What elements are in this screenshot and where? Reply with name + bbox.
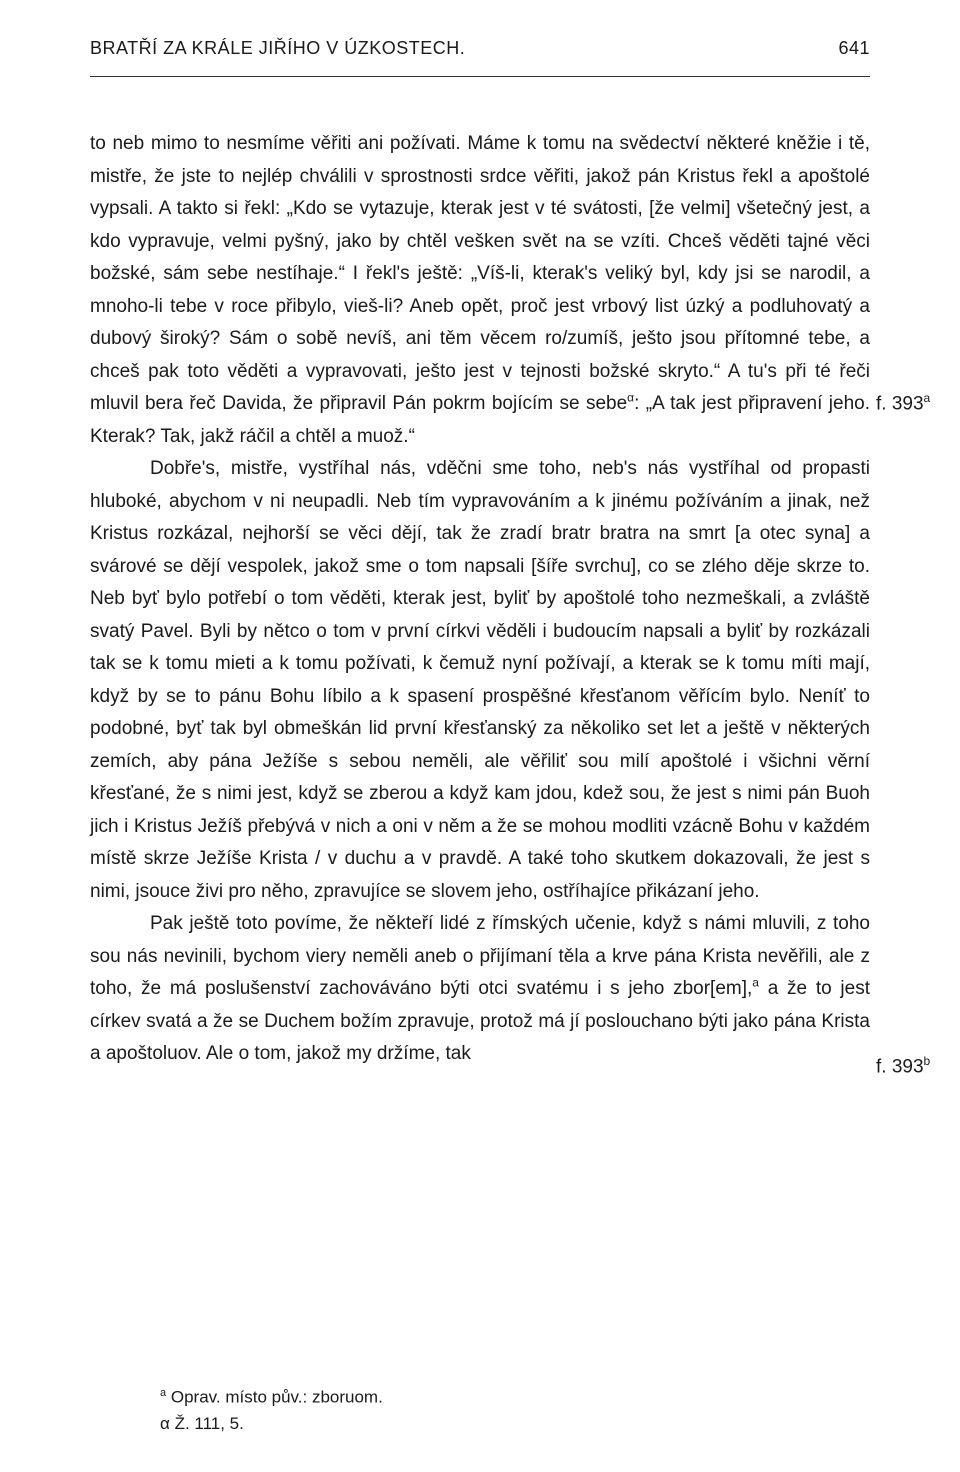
- main-text: [90, 128, 870, 1071]
- header-rule: [90, 76, 870, 77]
- footnote-ref-a: a: [752, 975, 759, 990]
- footnote-text: Oprav. místo pův.: zboruom.: [170, 1387, 383, 1407]
- paragraph-1-tail: : „A tak jest připravení jeho. Kterak? Tak, jakž ráčil a chtěl a muož.“: [90, 393, 870, 447]
- footnotes: [160, 1380, 383, 1437]
- paragraph-1-text: to neb mimo to nesmíme věřiti ani požívati. Máme k tomu na svědectví některé kněžie i tě, mistře, že jste to nejlép chválili v sprostnosti srdce věřiti, jakož pán Kristus řekl a apoštolé vypsali. A takto si řekl: „Kdo se vytazuje, kterak jest v té svátosti, [že velmi] všetečný jest, a kdo vypravuje, velmi pyšný, jako by chtěl vešken svět na se vzíti. Chceš věděti tajné věci božské, sám sebe nestíhaje.“ I řekl's ještě: „Víš-li, kterak's veliký byl, kdy jsi se narodil, a mnoho-li tebe v roce přibylo, vieš-li? Aneb opět, proč jest vrbový list úzký a podluhovatý a dubový široký? Sám o sobě nevíš, ani těm věcem ro/zumíš, ješto jsou přítomné tebe, a chceš pak toto věděti a vypravovati, ješto jest v tejnosti božské skryto.“ A tu's při té řeči mluvil bera řeč Davida, že připravil Pán pokrm bojícím se sebe: [90, 133, 870, 414]
- footnote-ref-alpha: α: [627, 390, 635, 405]
- margin-folio-side: a: [923, 391, 931, 405]
- margin-folio-text: f. 393: [876, 1056, 924, 1078]
- paragraph-3-tail: a že to jest církev svatá a že se Duchem božím zpravuje, protož má jí poslouchano býti jako pána Krista a apoštoluov. Ale o tom, jakož my držíme, tak: [90, 978, 870, 1064]
- footnote-text: Ž. 111, 5.: [174, 1413, 244, 1433]
- paragraph-3-text: Pak ještě toto povíme, že někteří lidé z římských učenie, když s námi mluvili, z toho sou nás nevinili, bychom viery neměli aneb o přijímaní těla a krve pána Krista nevěřili, ale z toho, že má poslušenství zachováváno býti otci svatému i s jeho zbor[em],: [90, 913, 870, 999]
- paragraph-2-text: Dobře's, mistře, vystříhal nás, vděčni sme toho, neb's nás vystříhal od propasti hluboké, abychom v ni neupadli. Neb tím vypravováním a k jinému požíváním a jinak, než Kristus rozkázal, nejhorší se věci dějí, tak že zradí bratr bratra na smrt [a otec syna] a svárové se dějí vespolek, jakož sme o tom napsali [šíře svrchu], co se zlého děje skrze to. Neb byť bylo potřebí o tom věděti, kterak jest, byliť by apoštolé toho nezmeškali, a zvláště svatý Pavel. Byli by nětco o tom v první církvi věděli i budoucím napsali a byliť by rozkázali tak se k tomu mieti a k tomu požívati, k čemuž nyní požívají, a kterak se k tomu míti mají, když by se to pánu Bohu líbilo a k spasení prospěšné křesťanom věřícím bylo. Neníť to podobné, byť tak byl obmeškán lid první křesťanský za několiko set let a ještě v některých zemích, aby pána Ježíše s sebou neměli, ale věřiliť sou milí apoštolé i všichni věrní křesťané, že s nimi jest, když se zberou a když kam jdou, kdež sou, že jest s nimi pán Buoh jich i Kristus Ježíš přebývá v nich a oni v něm a že se mohou modliti vzácně Bohu v každém místě skrze Ježíše Krista / v duchu a v pravdě. A také toho skutkem dokazovali, že jest s nimi, jsouce živi pro něho, zpravujíce se slovem jeho, ostříhajíce přikázaní jeho.: [90, 458, 870, 902]
- running-header: [90, 38, 870, 59]
- margin-folio-side: b: [923, 1054, 931, 1068]
- paragraph-3: [90, 908, 870, 1071]
- footnote-alpha: [160, 1411, 383, 1437]
- margin-folio-393a: [876, 391, 960, 415]
- margin-folio-text: f. 393: [876, 393, 924, 415]
- running-title: BRATŘÍ ZA KRÁLE JIŘÍHO V ÚZKOSTECH.: [90, 38, 466, 58]
- paragraph-2: [90, 453, 870, 908]
- margin-folio-393b: [876, 1054, 960, 1078]
- footnote-a: [160, 1380, 383, 1411]
- paragraph-1: [90, 128, 870, 453]
- footnote-mark: a: [160, 1387, 167, 1399]
- page-number: 641: [838, 38, 870, 58]
- footnote-mark: α: [160, 1413, 170, 1433]
